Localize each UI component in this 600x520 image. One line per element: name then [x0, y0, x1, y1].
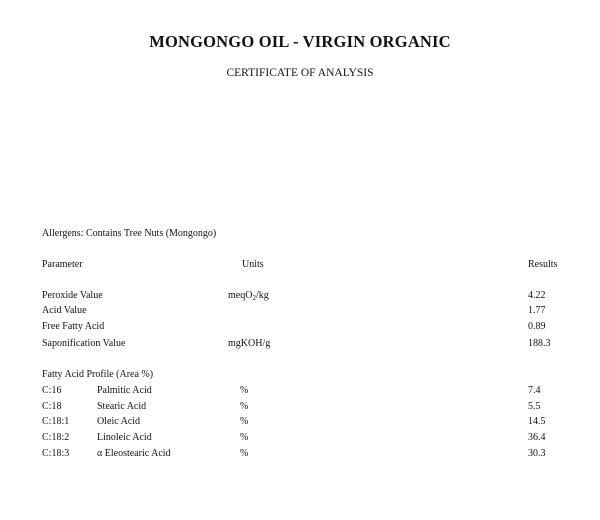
- parameter-row-free-fatty-acid: [0, 321, 600, 335]
- fatty-acid-profile-heading: Fatty Acid Profile (Area %): [42, 369, 154, 380]
- document-subtitle: CERTIFICATE OF ANALYSIS: [226, 67, 374, 79]
- fatty-acid-code: C:18:3: [42, 448, 70, 459]
- fatty-acid-row: [0, 416, 600, 430]
- header-parameter: Parameter: [42, 259, 83, 270]
- fatty-acid-unit: %: [240, 385, 249, 396]
- parameter-value: 0.89: [528, 321, 546, 332]
- fatty-acid-code: C:18:1: [42, 416, 70, 427]
- fatty-acid-name: α Eleostearic Acid: [97, 448, 171, 459]
- fatty-acid-code: C:16: [42, 385, 62, 396]
- fatty-acid-code: C:18:2: [42, 432, 70, 443]
- parameter-row-saponification: [0, 338, 600, 352]
- fatty-acid-row: [0, 448, 600, 462]
- parameter-name: Free Fatty Acid: [42, 321, 105, 332]
- fatty-acid-row: [0, 401, 600, 415]
- fatty-acid-row: [0, 385, 600, 399]
- fatty-acid-name: Stearic Acid: [97, 401, 147, 412]
- parameter-name: Saponification Value: [42, 338, 126, 349]
- parameter-row-peroxide: [0, 290, 600, 304]
- parameter-value: 4.22: [528, 290, 546, 301]
- allergens-statement: Allergens: Contains Tree Nuts (Mongongo): [42, 228, 217, 239]
- fatty-acid-name: Oleic Acid: [97, 416, 141, 427]
- parameter-value: 1.77: [528, 305, 546, 316]
- fatty-acid-unit: %: [240, 432, 249, 443]
- parameter-value: 188.3: [528, 338, 551, 349]
- fatty-acid-name: Palmitic Acid: [97, 385, 152, 396]
- fatty-acid-code: C:18: [42, 401, 62, 412]
- fatty-acid-value: 5.5: [528, 401, 541, 412]
- fatty-acid-value: 30.3: [528, 448, 546, 459]
- fatty-acid-unit: %: [240, 416, 249, 427]
- parameter-name: Acid Value: [42, 305, 87, 316]
- header-results: Results: [528, 259, 558, 270]
- document-title: MONGONGO OIL - VIRGIN ORGANIC: [149, 32, 451, 51]
- fatty-acid-value: 14.5: [528, 416, 546, 427]
- parameter-name: Peroxide Value: [42, 290, 103, 301]
- fatty-acid-name: Linoleic Acid: [97, 432, 152, 443]
- fatty-acid-value: 7.4: [528, 385, 541, 396]
- parameter-row-acid-value: [0, 305, 600, 319]
- parameter-unit: mgKOH/g: [228, 338, 271, 349]
- fatty-acid-unit: %: [240, 448, 249, 459]
- fatty-acid-value: 36.4: [528, 432, 546, 443]
- parameter-unit: meqO$_2$/kg: [228, 290, 269, 302]
- header-units: Units: [242, 259, 264, 270]
- fatty-acid-unit: %: [240, 401, 249, 412]
- fatty-acid-row: [0, 432, 600, 446]
